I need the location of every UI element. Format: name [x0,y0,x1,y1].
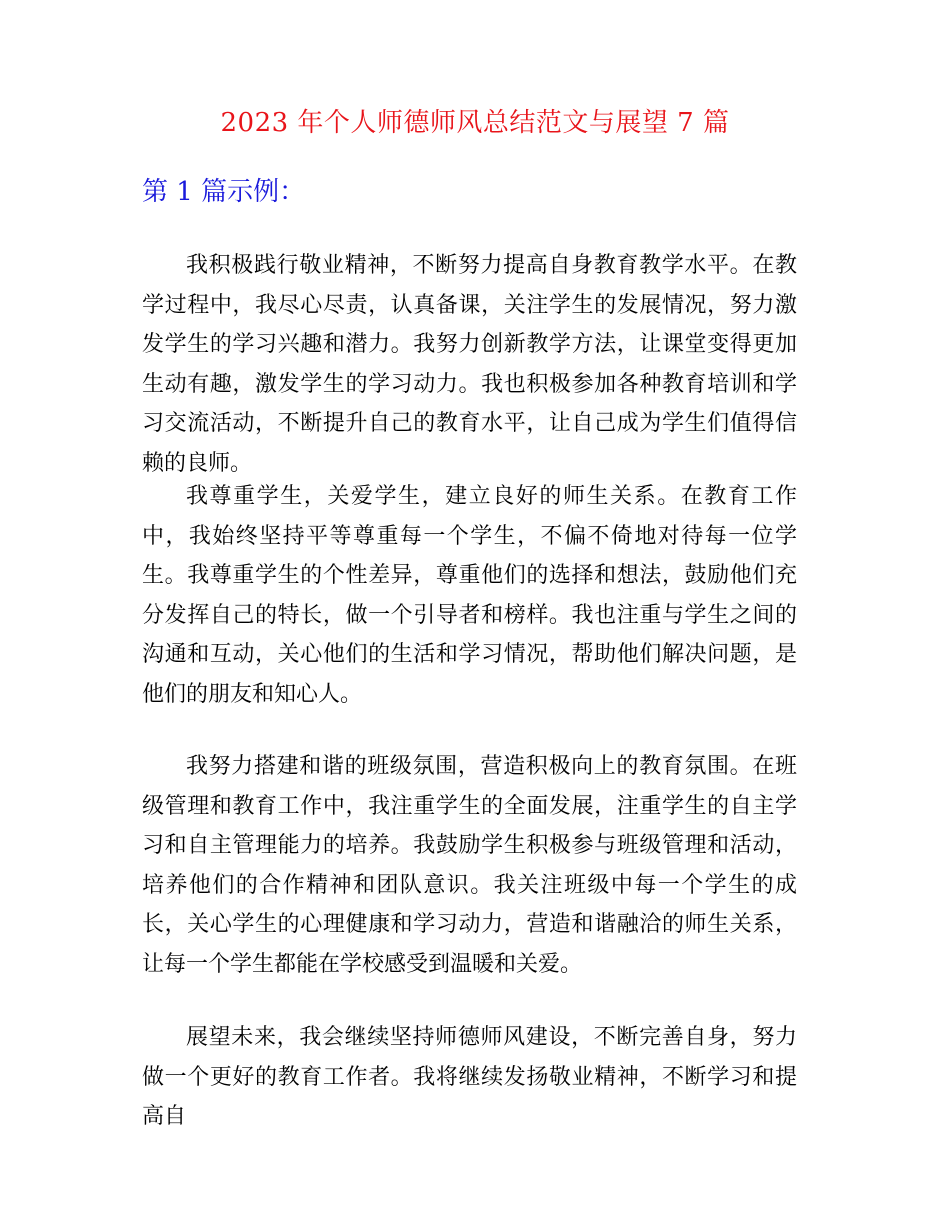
section-heading: 第 1 篇示例： [142,177,306,207]
paragraph-1: 我积极践行敬业精神，不断努力提高自身教育教学水平。在教学过程中，我尽心尽责，认真备课，关注学生的发展情况，努力激发学生的学习兴趣和潜力。我努力创新教学方法，让课堂变得更加生动有趣，激发学生的学习动力。我也积极参加各种教育培训和学习交流活动，不断提升自己的教育水平，让自己成为学生们值得信赖的良师。 [142,253,797,476]
document-title: 2023 年个人师德师风总结范文与展望 7 篇 [220,108,730,138]
paragraph-2: 我尊重学生，关爱学生，建立良好的师生关系。在教育工作中，我始终坚持平等尊重每一个学生，不偏不倚地对待每一位学生。我尊重学生的个性差异，尊重他们的选择和想法，鼓励他们充分发挥自己的特长，做一个引导者和榜样。我也注重与学生之间的沟通和互动，关心他们的生活和学习情况，帮助他们解决问题，是他们的朋友和知心人。 [142,484,797,707]
paragraph-4: 展望未来，我会继续坚持师德师风建设，不断完善自身，努力做一个更好的教育工作者。我将继续发扬敬业精神，不断学习和提高自 [142,1025,797,1129]
paragraph-3: 我努力搭建和谐的班级氛围，营造积极向上的教育氛围。在班级管理和教育工作中，我注重学生的全面发展，注重学生的自主学习和自主管理能力的培养。我鼓励学生积极参与班级管理和活动，培养他们的合作精神和团队意识。我关注班级中每一个学生的成长，关心学生的心理健康和学习动力，营造和谐融洽的师生关系，让每一个学生都能在学校感受到温暖和关爱。 [142,754,797,977]
